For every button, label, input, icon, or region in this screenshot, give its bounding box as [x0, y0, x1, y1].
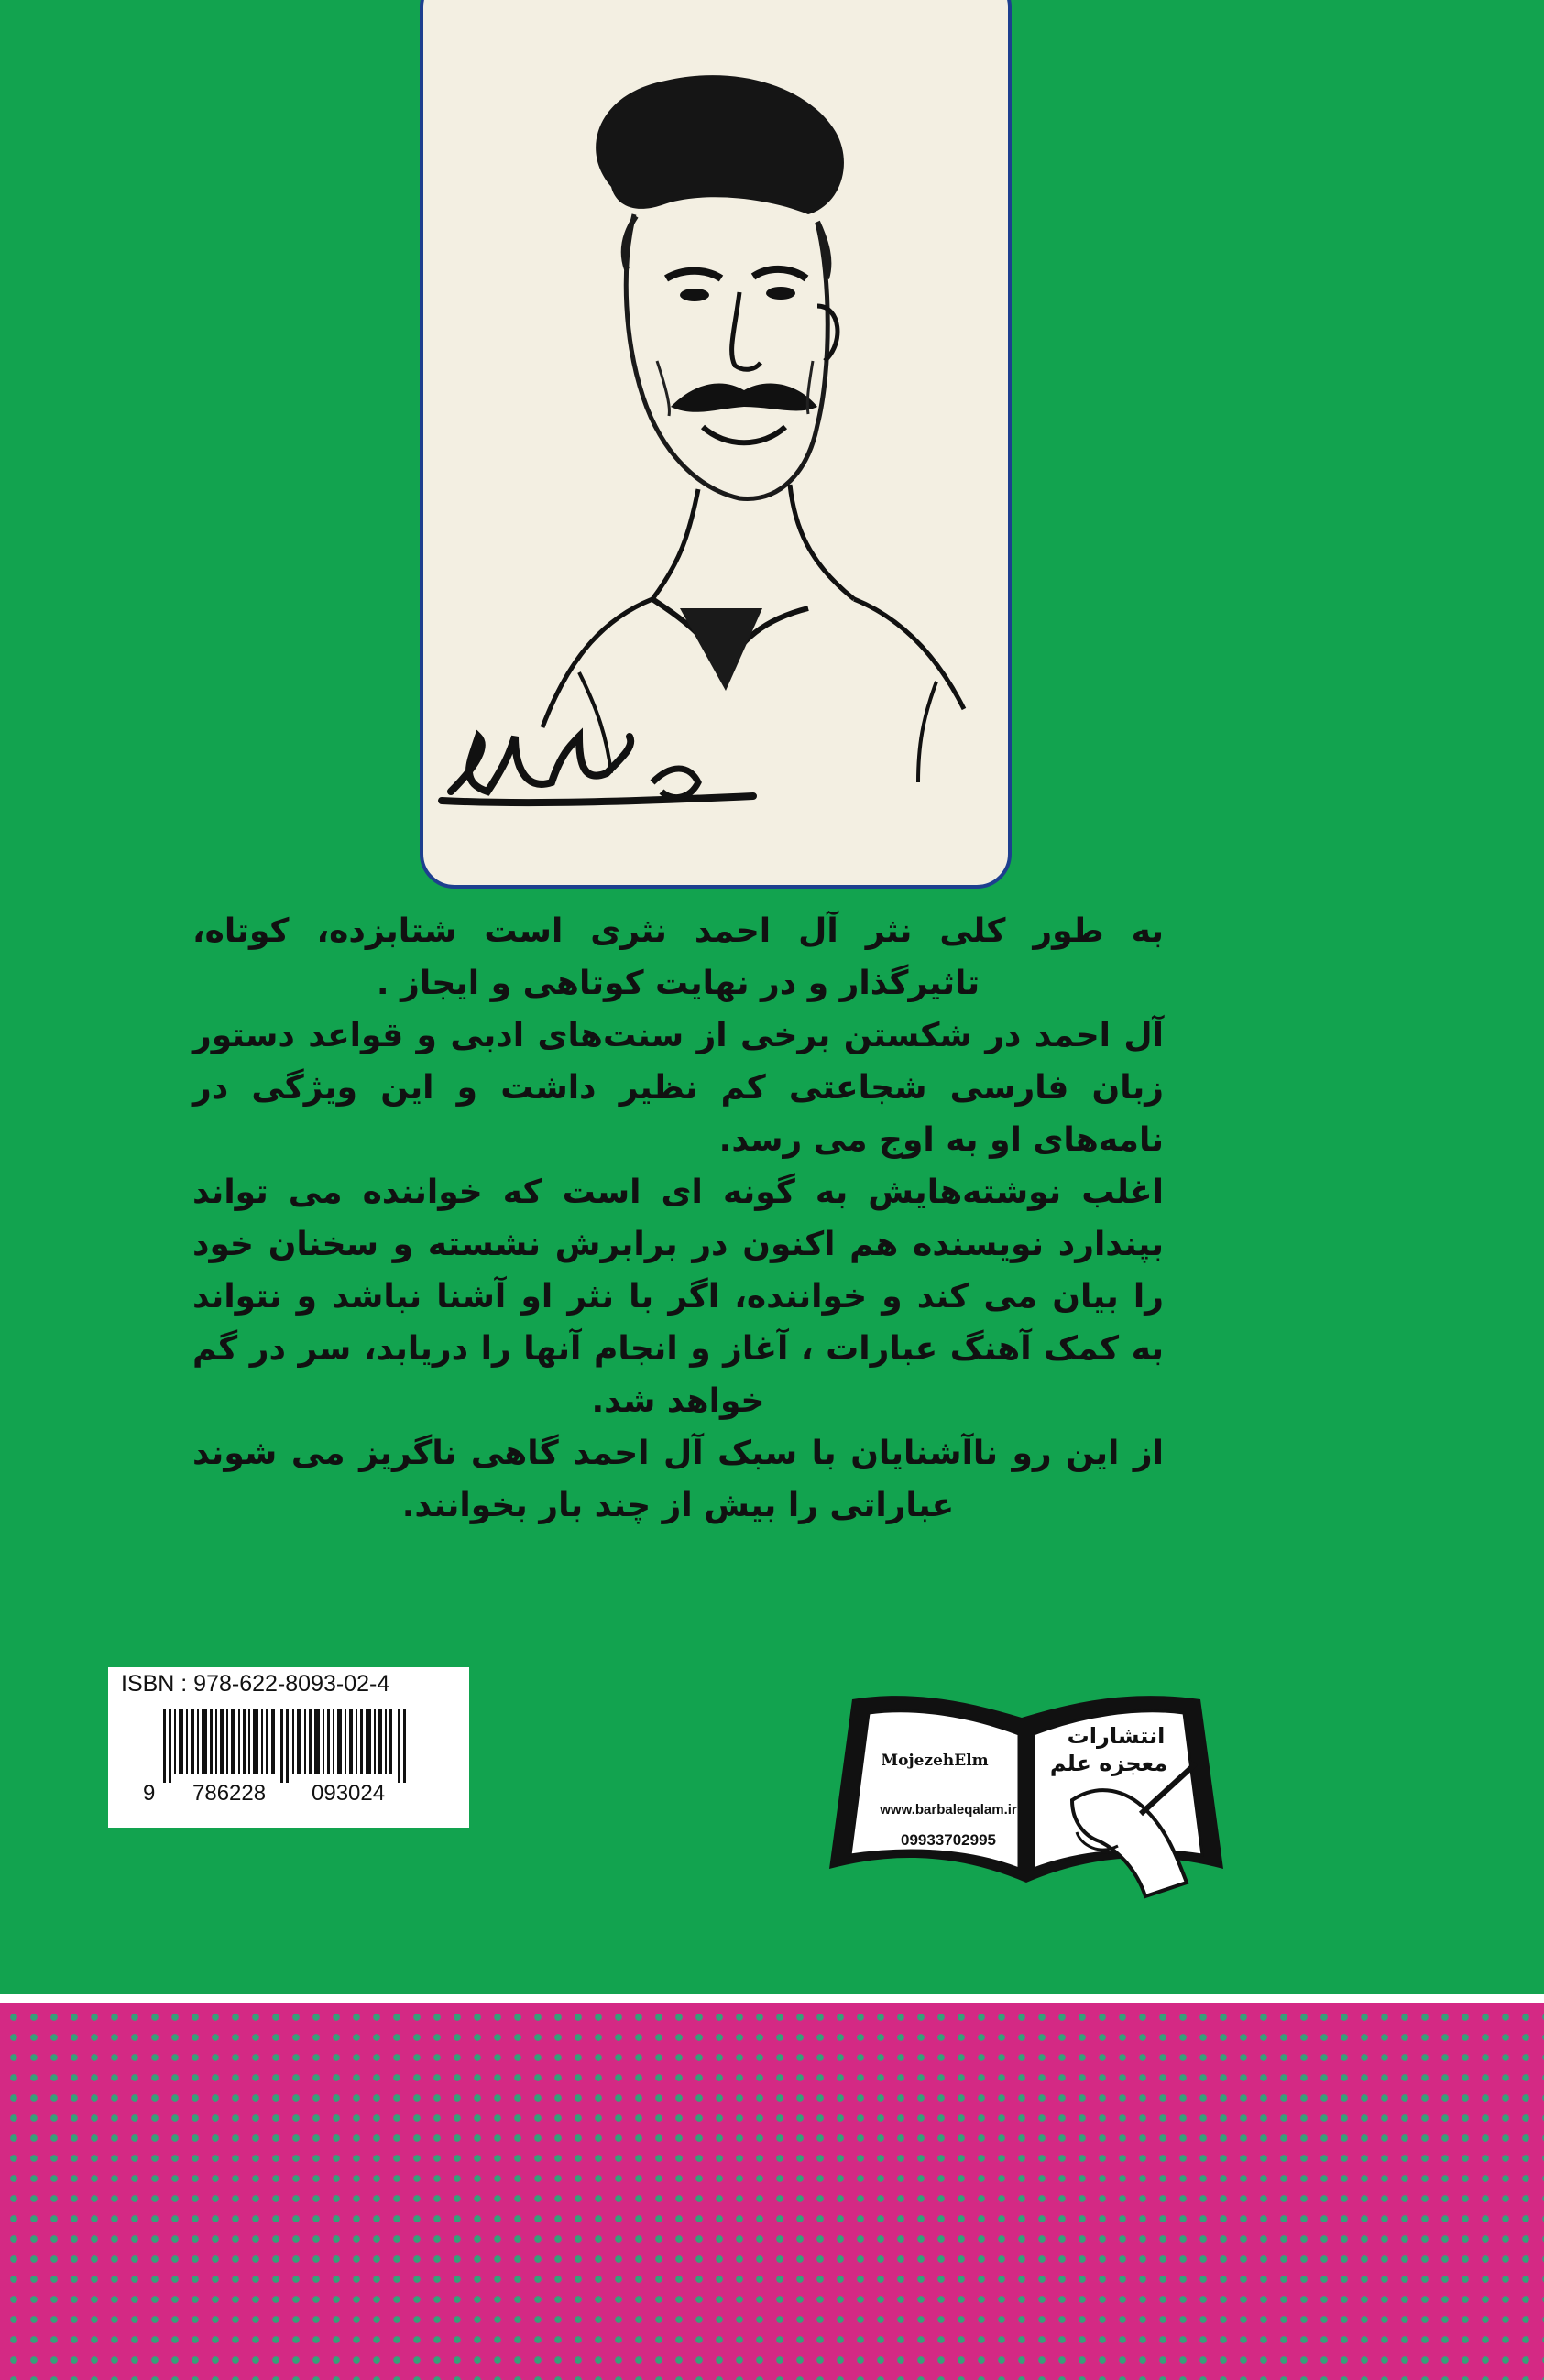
barcode-icon — [163, 1709, 420, 1783]
publisher-title-line1: انتشارات — [1067, 1723, 1166, 1749]
isbn-label: ISBN : 978-622-8093-02-4 — [121, 1671, 390, 1697]
blurb-paragraph: آل احمد در شکستن برخی از سنت‌های ادبی و قواعد دستور زبان فارسی شجاعتی کم نظیر داشت و این ویژگی در نامه‌های او به اوج می رسد. — [192, 1017, 1164, 1159]
blurb-paragraph: اغلب نوشته‌هایش به گونه ای است که خواننده می تواند بپندارد نویسنده هم اکنون در برابرش نشسته و سخنان خود را بیان می کند و خواننده، اگر با نثر او آشنا نباشد و نتواند به کمک آهنگ عبارات ، آغاز و انجام آنها را دریابد، سر در گم خواهد شد. — [192, 1174, 1164, 1420]
publisher-logo — [825, 1663, 1228, 1901]
band-divider — [0, 1994, 1544, 2003]
publisher-latin-name: MojezehElm — [881, 1752, 989, 1770]
isbn-digits-left: 786228 — [192, 1781, 267, 1806]
publisher-website: www.barbaleqalam.ir — [880, 1802, 1017, 1818]
isbn-digits-right: 093024 — [312, 1781, 386, 1806]
blurb-paragraph: از این رو ناآشنایان با سبک آل احمد گاهی ناگریز می شوند عباراتی را بیش از چند بار بخوانند. — [192, 1435, 1164, 1524]
isbn-barcode-box — [108, 1667, 469, 1828]
author-portrait — [420, 0, 1012, 889]
blurb-paragraph: به طور کلی نثر آل احمد نثری است شتابزده، کوتاه، تاثیرگذار و در نهایت کوتاهی و ایجاز . — [192, 912, 1164, 1002]
back-cover-blurb — [192, 905, 1164, 1532]
publisher-title-line2: معجزه علم — [1049, 1751, 1168, 1776]
isbn-digit-first: 9 — [143, 1781, 156, 1806]
portrait-sketch-icon — [423, 0, 1010, 889]
polka-dot-band — [0, 2003, 1544, 2380]
publisher-phone: 09933702995 — [900, 1831, 997, 1849]
